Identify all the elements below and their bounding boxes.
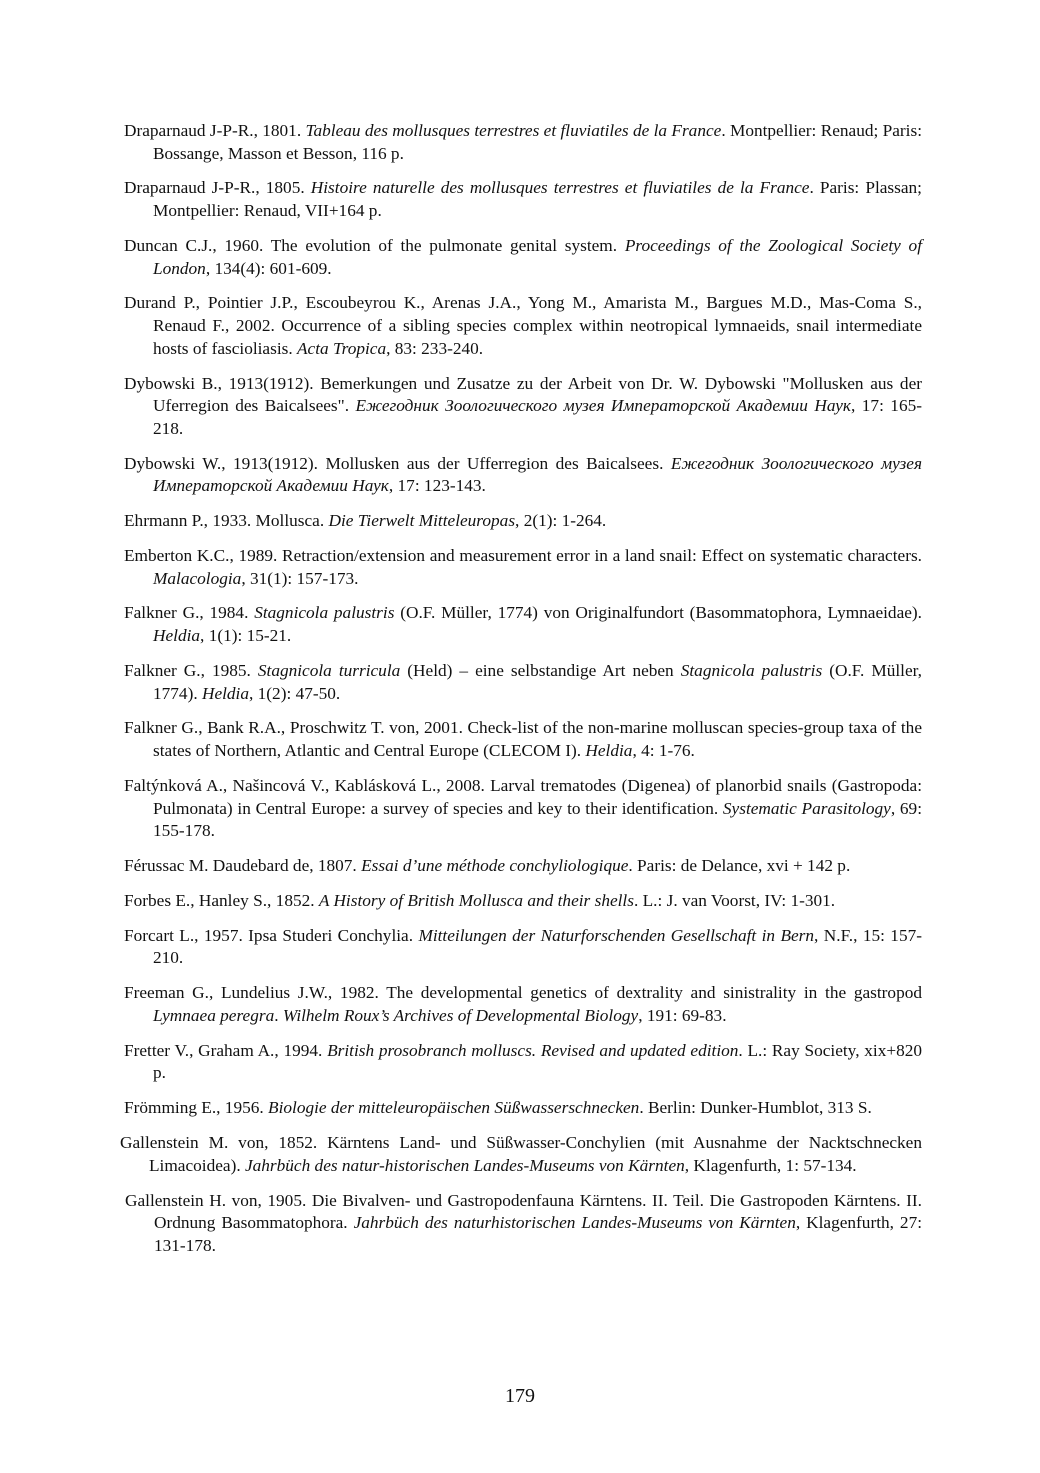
reference-text: Forcart L., 1957. Ipsa Studeri Conchylia. bbox=[124, 925, 419, 945]
reference-entry bbox=[124, 177, 922, 222]
reference-text: , 83: 233-240. bbox=[386, 338, 484, 358]
reference-italic-text: Wilhelm Roux’s Archives of Developmental Biology bbox=[282, 1005, 639, 1025]
reference-entry bbox=[124, 1097, 922, 1120]
reference-text: , 1(2): 47-50. bbox=[249, 683, 341, 703]
reference-text: , 17: 165-218. bbox=[153, 396, 922, 438]
reference-text: Dybowski B., 1913(1912). Bemerkungen und Zusatze zu der Arbeit von Dr. W. Dybowski "Mollusken aus der Uferregion des Baicalsees". bbox=[124, 373, 922, 416]
reference-italic-text: Stagnicola turricula bbox=[257, 660, 401, 680]
page-number: 179 bbox=[505, 1385, 535, 1407]
reference-text: . L.: Ray Society, xix+820 p. bbox=[153, 1040, 923, 1083]
reference-text: Ehrmann P., 1933. Mollusca. bbox=[124, 511, 329, 531]
reference-text: Draparnaud J-P-R., 1801. bbox=[124, 121, 306, 140]
reference-text: Falkner G., 1985. bbox=[124, 660, 258, 680]
reference-italic-text: Proceedings of the Zoological Society of London bbox=[153, 235, 922, 278]
reference-text: (Held) – eine selbstandige Art neben bbox=[400, 660, 681, 680]
reference-text: , 4: 1-76. bbox=[632, 741, 695, 761]
reference-text: . Montpellier: Renaud; Paris: Bossange, Masson et Besson, 116 p. bbox=[153, 121, 922, 163]
reference-italic-text: Histoire naturelle des mollusques terrestres et fluviatiles de la France bbox=[310, 178, 810, 198]
reference-text: . L.: J. van Voorst, IV: 1-301. bbox=[633, 890, 836, 910]
reference-text: Emberton K.C., 1989. Retraction/extension and measurement error in a land snail: Effect on systematic characters. bbox=[124, 545, 922, 565]
reference-text: , 69: 155-178. bbox=[153, 798, 922, 841]
reference-italic-text: Ежегодник Зоологического музея Императорской Академии Наук bbox=[355, 396, 852, 416]
reference-italic-text: Heldia bbox=[585, 741, 633, 761]
reference-italic-text: Essai d’une méthode conchyliologique bbox=[361, 856, 629, 875]
reference-text: Forbes E., Hanley S., 1852. bbox=[124, 890, 319, 910]
reference-text: , 2(1): 1-264. bbox=[515, 511, 607, 531]
reference-entry bbox=[124, 545, 922, 590]
reference-text: . bbox=[274, 1005, 283, 1025]
reference-text: , 191: 69-83. bbox=[638, 1005, 727, 1025]
reference-text: Dybowski W., 1913(1912). Mollusken aus der Ufferregion des Baicalsees. bbox=[124, 453, 671, 473]
reference-text: Frömming E., 1956. bbox=[124, 1098, 269, 1118]
reference-italic-text: Malacologia bbox=[153, 568, 242, 588]
reference-entry bbox=[124, 775, 922, 843]
reference-text: , 134(4): 601-609. bbox=[205, 258, 332, 278]
reference-text: Férussac M. Daudebard de, 1807. bbox=[124, 856, 362, 875]
reference-italic-text: British prosobranch molluscs. Revised and updated edition bbox=[327, 1040, 739, 1060]
reference-entry bbox=[124, 1040, 922, 1085]
reference-text: , 1(1): 15-21. bbox=[200, 626, 292, 646]
reference-entry bbox=[120, 1132, 922, 1177]
reference-entry bbox=[124, 717, 922, 762]
reference-italic-text: Die Tierwelt Mitteleuropas bbox=[328, 511, 516, 531]
reference-text: , Klagenfurth, 1: 57-134. bbox=[684, 1155, 857, 1175]
reference-text: Falkner G., 1984. bbox=[124, 603, 255, 623]
reference-text: , N.F., 15: 157-210. bbox=[153, 925, 922, 968]
reference-text: , 17: 123-143. bbox=[388, 476, 486, 496]
reference-italic-text: Stagnicola palustris bbox=[254, 603, 395, 623]
reference-text: . Berlin: Dunker-Humblot, 313 S. bbox=[639, 1098, 872, 1118]
reference-italic-text: Heldia bbox=[201, 683, 250, 703]
reference-text: (O.F. Müller, 1774). bbox=[153, 660, 922, 703]
reference-entry bbox=[124, 890, 922, 913]
reference-entry bbox=[124, 292, 922, 360]
reference-italic-text: Jahrbüch des naturhistorischen Landes-Museums von Kärnten bbox=[353, 1213, 796, 1233]
reference-text: Durand P., Pointier J.P., Escoubeyrou K., Arenas J.A., Yong M., Amarista M., Bargues M.D., Mas-Coma S., Renaud F., 2002. Occurrence of a sibling species complex within neotropical lymnaeids, snail intermediate hosts of fascioliasis. bbox=[124, 293, 922, 358]
reference-entry bbox=[124, 855, 922, 878]
reference-italic-text: Ежегодник Зоологического музея Императорской Академии Наук bbox=[153, 453, 922, 496]
reference-text: , Klagenfurth, 27: 131-178. bbox=[154, 1213, 923, 1255]
reference-text: . Paris: Plassan; Montpellier: Renaud, VII+164 p. bbox=[153, 178, 922, 221]
reference-text: . Paris: de Delance, xvi + 142 p. bbox=[628, 856, 851, 875]
reference-entry bbox=[124, 660, 922, 705]
reference-italic-text: A History of British Mollusca and their shells bbox=[318, 890, 634, 910]
reference-entry bbox=[124, 602, 922, 647]
reference-text: Falkner G., Bank R.A., Proschwitz T. von, 2001. Check-list of the non-marine molluscan species-group taxa of the states of Northern, Atlantic and Central Europe (CLECOM I). bbox=[124, 718, 922, 761]
reference-text: Gallenstein H. von, 1905. Die Bivalven- und Gastropodenfauna Kärntens. II. Teil. Die Gastropoden Kärntens. II. Ordnung Basommatophora. bbox=[125, 1190, 922, 1233]
reference-text: (O.F. Müller, 1774) von Originalfundort (Basommatophora, Lymnaeidae). bbox=[394, 603, 922, 623]
reference-entry bbox=[124, 120, 922, 165]
reference-text: Freeman G., Lundelius J.W., 1982. The developmental genetics of dextrality and sinistrality in the gastropod bbox=[124, 983, 922, 1003]
reference-entry bbox=[125, 1190, 922, 1258]
reference-text: Draparnaud J-P-R., 1805. bbox=[124, 178, 311, 198]
reference-text: , 31(1): 157-173. bbox=[241, 568, 359, 588]
reference-list bbox=[120, 120, 923, 1270]
reference-italic-text: Biologie der mitteleuropäischen Süßwasserschnecken bbox=[268, 1098, 640, 1118]
reference-italic-text: Mitteilungen der Naturforschenden Gesellschaft in Bern bbox=[418, 925, 815, 945]
reference-italic-text: Jahrbüch des natur-historischen Landes-Museums von Kärnten bbox=[244, 1155, 685, 1175]
reference-entry bbox=[124, 982, 922, 1027]
reference-italic-text: Systematic Parasitology bbox=[722, 798, 891, 818]
reference-entry bbox=[124, 925, 922, 970]
reference-entry bbox=[124, 453, 922, 498]
reference-text: Faltýnková A., Našincová V., Kablásková L., 2008. Larval trematodes (Digenea) of planorbid snails (Gastropoda: Pulmonata) in Central Europe: a survey of species and key to their identification. bbox=[124, 775, 922, 818]
reference-entry bbox=[124, 373, 922, 441]
reference-italic-text: Tableau des mollusques terrestres et fluviatiles de la France bbox=[305, 121, 722, 140]
reference-italic-text: Lymnaea peregra bbox=[153, 1005, 275, 1025]
reference-entry bbox=[124, 510, 922, 533]
reference-italic-text: Stagnicola palustris bbox=[680, 660, 823, 680]
reference-italic-text: Heldia bbox=[153, 626, 201, 646]
reference-text: Duncan C.J., 1960. The evolution of the pulmonate genital system. bbox=[124, 235, 625, 255]
reference-text: Fretter V., Graham A., 1994. bbox=[124, 1040, 328, 1060]
reference-entry bbox=[124, 235, 922, 280]
reference-text: Gallenstein M. von, 1852. Kärntens Land- und Süßwasser-Conchylien (mit Ausnahme der Nacktschnecken Limacoidea). bbox=[120, 1133, 922, 1175]
reference-italic-text: Acta Tropica bbox=[297, 338, 387, 358]
